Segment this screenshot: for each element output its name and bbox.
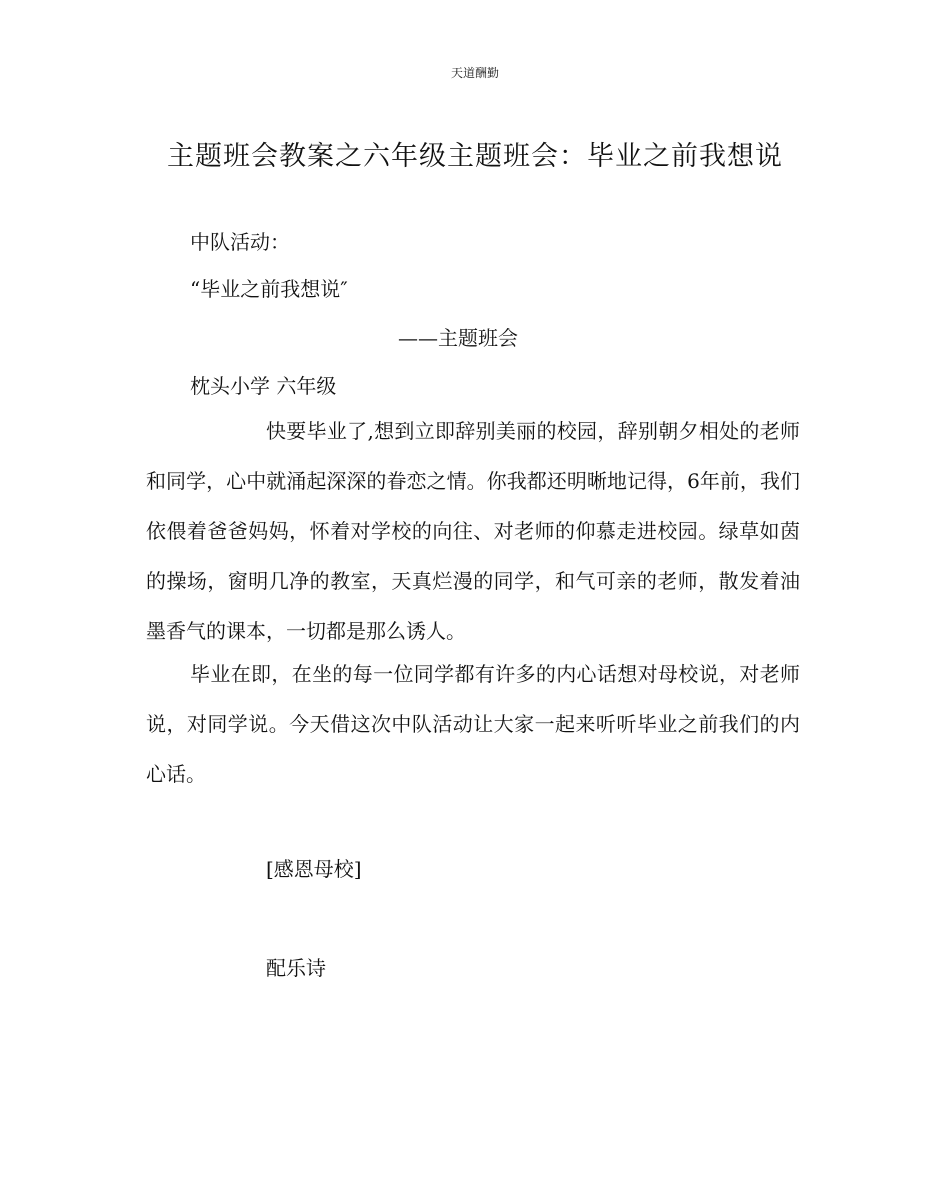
paragraph-graduation: 毕业在即，在坐的每一位同学都有许多的内心话想对母校说，对老师说，对同学说。今天借这次中队活动让大家一起来听听毕业之前我们的内心话。 (146, 662, 800, 786)
school-line: 枕头小学 六年级 (190, 374, 337, 398)
section-item: 配乐诗 (266, 956, 326, 980)
subtitle: ——主题班会 (398, 326, 518, 350)
activity-label: 中队活动： (190, 230, 290, 254)
section-heading: [感恩母校] (266, 857, 362, 881)
document-title: 主题班会教案之六年级主题班会：毕业之前我想说 (167, 141, 783, 172)
paragraph-intro: 快要毕业了,想到立即辞别美丽的校园，辞别朝夕相处的老师和同学，心中就涌起深深的眷恋之情。你我都还明晰地记得，6年前，我们依偎着爸爸妈妈，怀着对学校的向往、对老师的仰慕走进校园。绿草如茵的操场，窗明几净的教室，天真烂漫的同学，和气可亲的老师，散发着油墨香气的课本，一切都是那么诱人。 (146, 419, 800, 643)
theme-quote: “毕业之前我想说″ (190, 277, 348, 301)
page-header: 天道酬勤 (450, 66, 499, 80)
